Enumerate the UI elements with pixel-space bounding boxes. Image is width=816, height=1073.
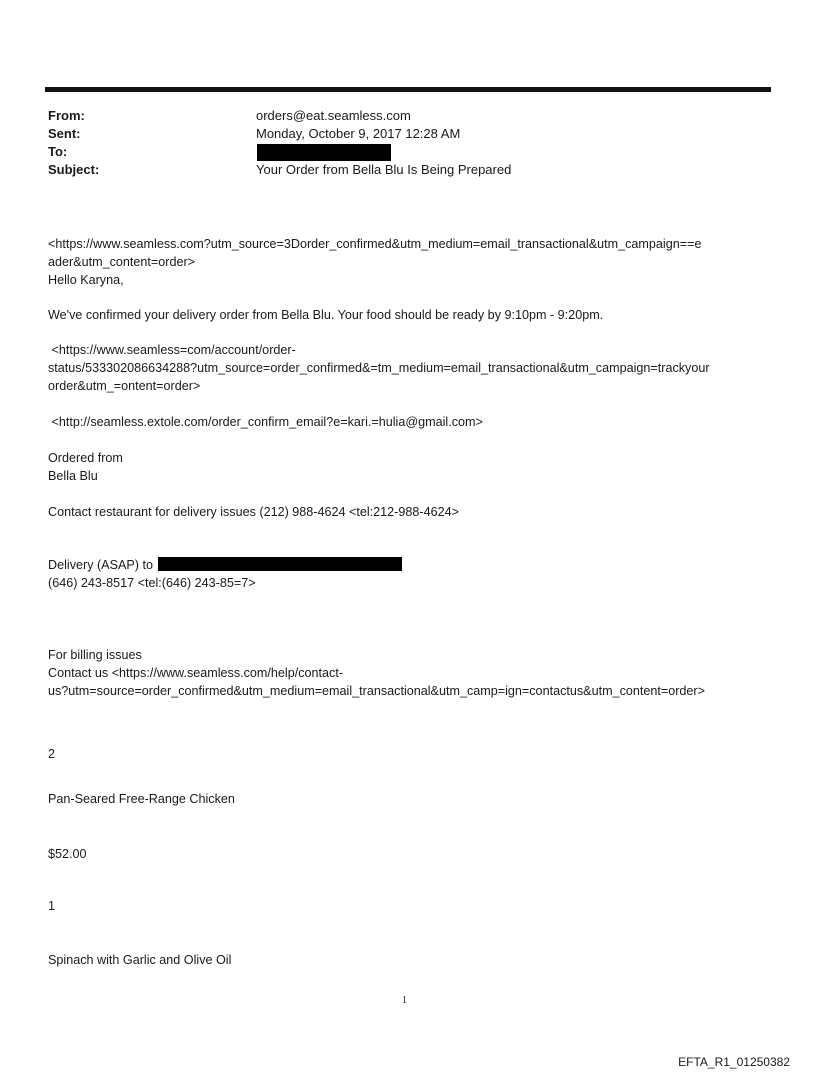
link-home-line2: ader&utm_content=order>	[48, 255, 196, 269]
contact-restaurant: Contact restaurant for delivery issues (212) 988-4624 <tel:212-988-4624>	[48, 505, 459, 519]
confirmation-text: We've confirmed your delivery order from Bella Blu. Your food should be ready by 9:10pm - 9:20pm.	[48, 308, 604, 322]
link-order-status-line1: <https://www.seamless=com/account/order-	[48, 343, 296, 357]
link-extole: <http://seamless.extole.com/order_confirm_email?e=kari.=hulia@gmail.com>	[48, 415, 483, 429]
subject-label: Subject:	[48, 162, 100, 177]
restaurant-name: Bella Blu	[48, 469, 98, 483]
contact-us-line1: Contact us <https://www.seamless.com/help/contact-	[48, 666, 344, 680]
sent-label: Sent:	[48, 126, 81, 141]
document-id: EFTA_R1_01250382	[678, 1055, 790, 1069]
to-redaction	[257, 144, 391, 161]
subject-value: Your Order from Bella Blu Is Being Prepared	[256, 162, 512, 177]
link-order-status-line2: status/533302086634288?utm_source=order_confirmed&=tm_medium=email_transactional&utm_campaign=trackyour	[48, 361, 710, 375]
item-1-quantity: 2	[48, 747, 56, 761]
greeting: Hello Karyna,	[48, 273, 124, 287]
sent-value: Monday, October 9, 2017 12:28 AM	[256, 126, 461, 141]
item-2-name: Spinach with Garlic and Olive Oil	[48, 953, 232, 967]
billing-heading: For billing issues	[48, 648, 142, 662]
contact-us-line2: us?utm=source=order_confirmed&utm_medium=email_transactional&utm_camp=ign=contactus&utm_content=order>	[48, 684, 705, 698]
delivery-phone: (646) 243-8517 <tel:(646) 243-85=7>	[48, 576, 256, 590]
link-order-status-line3: order&utm_=ontent=order>	[48, 379, 201, 393]
item-2-quantity: 1	[48, 899, 56, 913]
header-divider	[45, 87, 771, 92]
page-number: 1	[402, 995, 407, 1006]
link-home-line1: <https://www.seamless.com?utm_source=3Dorder_confirmed&utm_medium=email_transactional&utm_campaign==e	[48, 237, 702, 251]
ordered-from-label: Ordered from	[48, 451, 123, 465]
from-value: orders@eat.seamless.com	[256, 108, 411, 123]
from-label: From:	[48, 108, 85, 123]
to-label: To:	[48, 144, 68, 159]
item-1-name: Pan-Seared Free-Range Chicken	[48, 792, 235, 806]
item-1-price: $52.00	[48, 847, 87, 861]
delivery-to: Delivery (ASAP) to	[48, 558, 153, 572]
address-redaction	[158, 557, 402, 571]
